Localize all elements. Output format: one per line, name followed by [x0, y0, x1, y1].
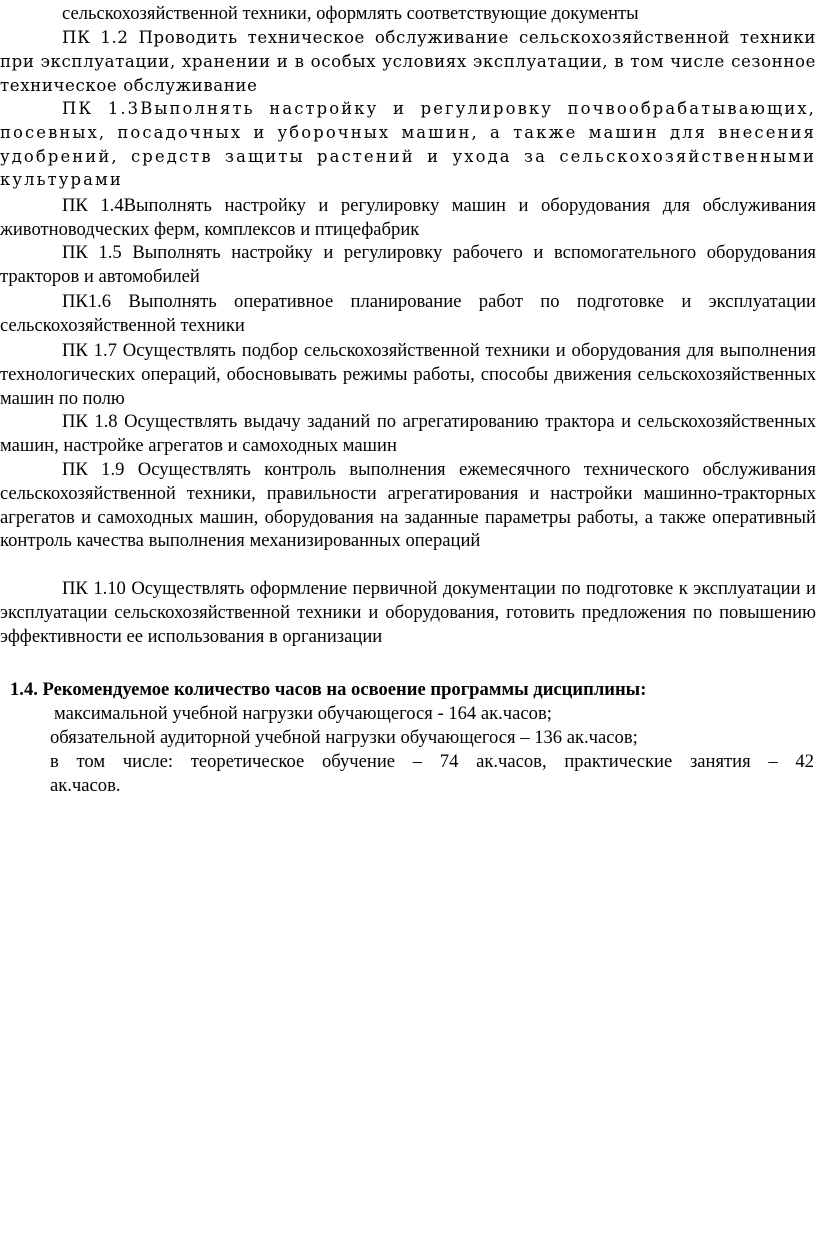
- section-heading: 1.4. Рекомендуемое количество часов на освоение программы дисциплины:: [10, 679, 647, 700]
- competency-code: ПК 1.4: [62, 195, 124, 216]
- competency-text: Выполнять настройку и регулировку почвообрабатывающих, посевных, посадочных и уборочных машин, а также машин для внесения удобрений, средств защиты растений и ухода за сельскохозяйственными культурами: [0, 99, 816, 190]
- competency-text: сельскохозяйственной техники, оформлять соответствующие документы: [62, 3, 639, 24]
- competency-text: Выполнять настройку и регулировку рабочего и вспомогательного оборудования тракторов и автомобилей: [0, 242, 816, 287]
- competency-text: Осуществлять оформление первичной документации по подготовке к эксплуатации и эксплуатации сельскохозяйственной техники и оборудования, готовить предложения по повышению эффективности ее использования в организации: [0, 578, 816, 647]
- competency-text: Проводить техническое обслуживание сельскохозяйственной техники при эксплуатации, хранении и в особых условиях эксплуатации, в том числе сезонное техническое обслуживание: [0, 28, 816, 95]
- competency-text: Выполнять настройку и регулировку машин и оборудования для обслуживания животноводческих ферм, комплексов и птицефабрик: [0, 195, 816, 240]
- competency-1-8: [0, 410, 816, 458]
- competency-code: ПК 1.5: [62, 242, 122, 263]
- competency-1-6: [0, 290, 816, 338]
- competency-1-7: [0, 339, 816, 410]
- competency-code: ПК 1.7: [62, 340, 117, 361]
- competency-1-9: [0, 458, 816, 553]
- hours-breakdown-continuation: ак.часов.: [50, 775, 121, 796]
- hours-classroom-load: обязательной аудиторной учебной нагрузки обучающегося – 136 ак.часов;: [50, 727, 638, 748]
- competency-1-5: [0, 241, 816, 289]
- competency-1-4: [0, 194, 816, 242]
- competency-text: Выполнять оперативное планирование работ по подготовке и эксплуатации сельскохозяйственной техники: [0, 291, 816, 336]
- competency-1-3: [0, 97, 816, 192]
- competency-code: ПК 1.10: [62, 578, 126, 599]
- competency-text: Осуществлять подбор сельскохозяйственной техники и оборудования для выполнения технологических операций, обосновывать режимы работы, способы движения сельскохозяйственных машин по полю: [0, 340, 816, 409]
- competency-1-10: [0, 577, 816, 648]
- competency-code: ПК 1.3: [62, 99, 141, 118]
- competency-code: ПК1.6: [62, 291, 112, 312]
- competency-text: Осуществлять контроль выполнения ежемесячного технического обслуживания сельскохозяйственной техники, правильности агрегатирования и настройки машинно-тракторных агрегатов и самоходных машин, оборудования на заданные параметры работы, а также оперативный контроль качества выполнения механизированных операций: [0, 459, 816, 552]
- hours-max-load: максимальной учебной нагрузки обучающегося - 164 ак.часов;: [54, 703, 552, 724]
- competency-code: ПК 1.2: [62, 28, 129, 47]
- competency-text: Осуществлять выдачу заданий по агрегатированию трактора и сельскохозяйственных машин, настройке агрегатов и самоходных машин: [0, 411, 816, 456]
- competency-1-2: [0, 26, 816, 97]
- competency-1-1-continuation: [0, 2, 816, 26]
- competency-code: ПК 1.9: [62, 459, 125, 480]
- hours-breakdown: в том числе: теоретическое обучение – 74 ак.часов, практические занятия – 42: [50, 751, 814, 772]
- competency-code: ПК 1.8: [62, 411, 118, 432]
